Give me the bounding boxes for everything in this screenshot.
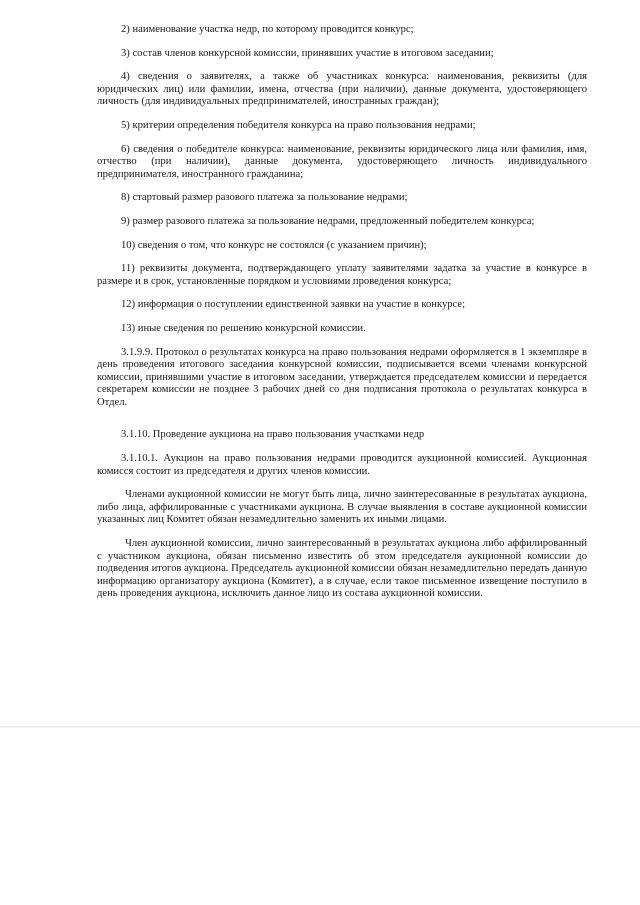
paragraph-item-11: 11) реквизиты документа, подтверждающего уплату заявителями задатка за участие в конкурсе в размере и в срок, установленные порядком и условиями проведения конкурса; [97, 263, 587, 287]
paragraph-item-4: 4) сведения о заявителях, а также об участниках конкурса: наименования, реквизиты (для юридических лиц) или фамилии, имена, отчества (при наличии), данные документа, удостоверяющего личность (для индивидуальных предпринимателей, иностранных граждан); [97, 71, 587, 108]
paragraph-auction-commission: 3.1.10.1. Аукцион на право пользования недрами проводится аукционной комиссией. Аукционная комисся состоит из председателя и других членов комиссии. [97, 453, 587, 477]
paragraph-item-12: 12) информация о поступлении единственной заявки на участие в конкурсе; [121, 299, 466, 311]
paragraph-item-10: 10) сведения о том, что конкурс не состоялся (с указанием причин); [121, 239, 427, 251]
section-heading: 3.1.10. Проведение аукциона на право пользования участками недр [121, 429, 425, 441]
paragraph-item-2: 2) наименование участка недр, по которому проводится конкурс; [121, 24, 414, 35]
paragraph-protocol: 3.1.9.9. Протокол о результатах конкурса на право пользования недрами оформляется в 1 экземпляре в день проведения итогового заседания конкурсной комиссии, подписывается всеми членами конкурсной комиссии, принявшими участие в итоговом заседании, утверждается председателем комиссии и передается секретарем комиссии не позднее 3 рабочих дней со дня подписания протокола о результатах конкурса в Отдел. [97, 346, 587, 408]
document-body [97, 24, 587, 612]
paragraph-member-interest: Член аукционной комиссии, лично заинтересованный в результатах аукциона либо аффилированный с участником аукциона, обязан письменно известить об этом председателя аукционной комиссии до подведения итогов аукциона. Председатель аукционной комиссии обязан незамедлительно передать данную информацию организатору аукциона (Комитет), а в случае, если такое письменное извещение поступило в день проведения аукциона, исключить данное лицо из состава аукционной комиссии. [97, 538, 587, 600]
paragraph-item-9: 9) размер разового платежа за пользование недрами, предложенный победителем конкурса; [121, 215, 535, 227]
paragraph-item-3: 3) состав членов конкурсной комиссии, принявших участие в итоговом заседании; [121, 47, 494, 59]
paragraph-item-6: 6) сведения о победителе конкурса: наименование, реквизиты юридического лица или фамилия, имя, отчество (при наличии), данные документа, удостоверяющего личность индивидуального предпринимателя, иностранного гражданина; [97, 143, 587, 180]
paragraph-item-13: 13) иные сведения по решению конкурсной комиссии. [121, 322, 366, 334]
scan-edge-divider [0, 726, 640, 728]
paragraph-commission-members: Членами аукционной комиссии не могут быть лица, лично заинтересованные в результатах аукциона, либо лица, аффилированные с участниками аукциона. В случае выявления в составе аукционной комиссии указанных лиц Комитет обязан незамедлительно заменить их иными лицами. [97, 489, 587, 526]
paragraph-item-5: 5) критерии определения победителя конкурса на право пользования недрами; [121, 119, 476, 131]
paragraph-item-8: 8) стартовый размер разового платежа за пользование недрами; [121, 192, 408, 204]
